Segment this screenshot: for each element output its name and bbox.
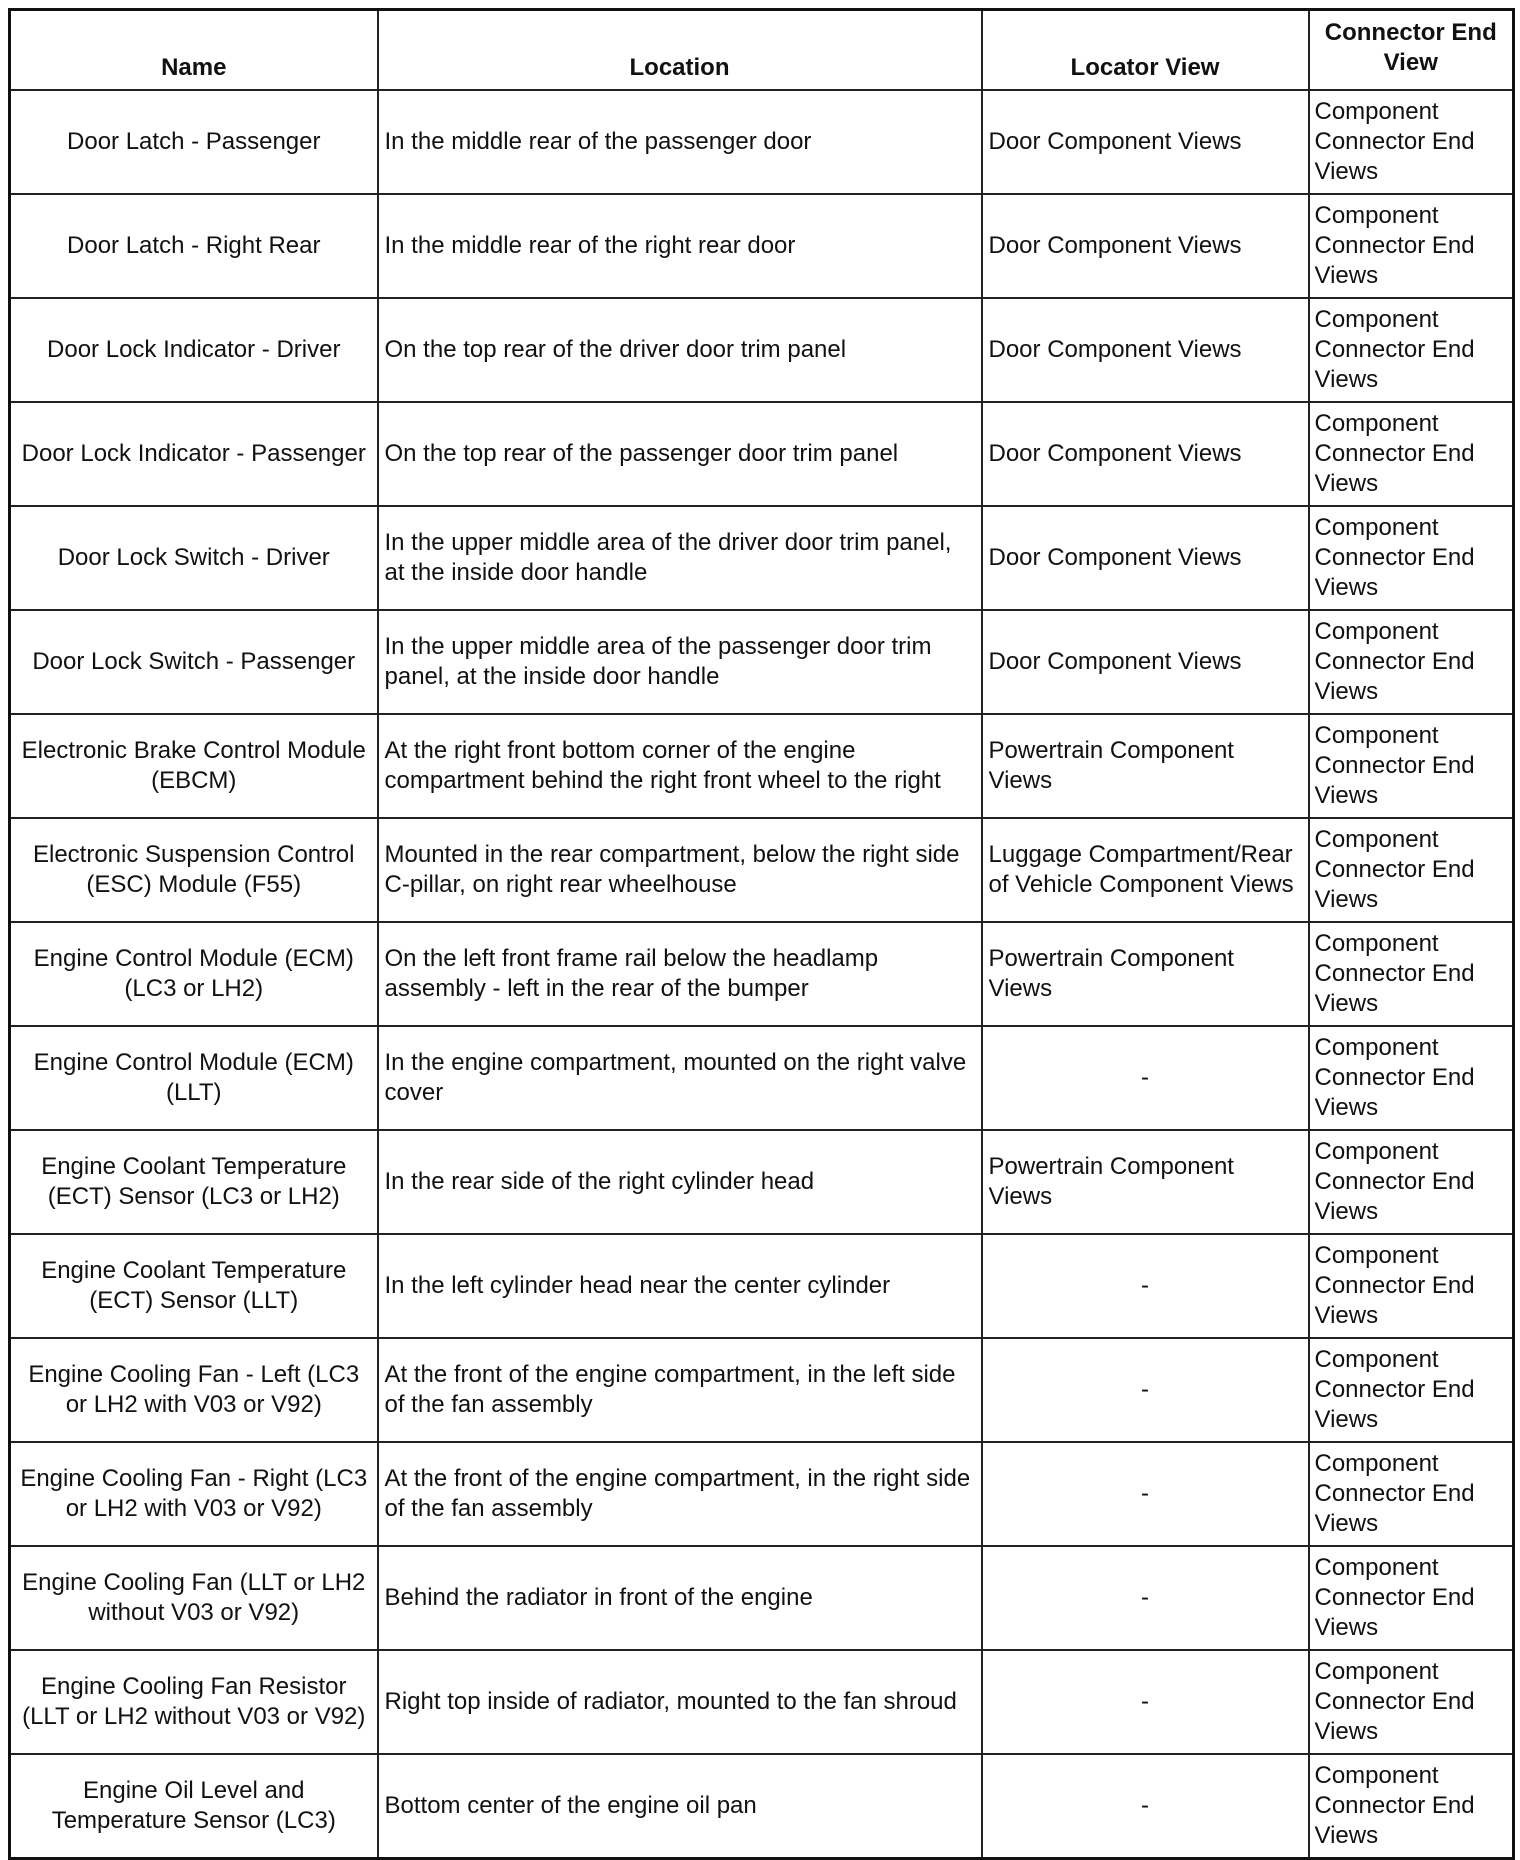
cell-connector-end-view: Component Connector End Views [1309, 1026, 1514, 1130]
cell-name: Door Latch - Right Rear [10, 194, 378, 298]
cell-location: Behind the radiator in front of the engine [378, 1546, 982, 1650]
cell-location: In the upper middle area of the passenger door trim panel, at the inside door handle [378, 610, 982, 714]
cell-connector-end-view: Component Connector End Views [1309, 90, 1514, 194]
table-row [10, 1650, 1514, 1754]
cell-locator-view: Powertrain Component Views [982, 922, 1309, 1026]
cell-location: In the middle rear of the right rear door [378, 194, 982, 298]
table-row [10, 818, 1514, 922]
table-row [10, 1754, 1514, 1859]
component-locator-table [8, 8, 1515, 1860]
cell-location: At the front of the engine compartment, in the right side of the fan assembly [378, 1442, 982, 1546]
table-row [10, 1338, 1514, 1442]
cell-location: On the left front frame rail below the headlamp assembly - left in the rear of the bumper [378, 922, 982, 1026]
cell-name: Engine Coolant Temperature (ECT) Sensor (LLT) [10, 1234, 378, 1338]
cell-name: Door Latch - Passenger [10, 90, 378, 194]
cell-connector-end-view: Component Connector End Views [1309, 506, 1514, 610]
cell-locator-view: - [982, 1026, 1309, 1130]
cell-location: In the middle rear of the passenger door [378, 90, 982, 194]
cell-locator-view: - [982, 1650, 1309, 1754]
cell-connector-end-view: Component Connector End Views [1309, 1234, 1514, 1338]
cell-name: Engine Coolant Temperature (ECT) Sensor (LC3 or LH2) [10, 1130, 378, 1234]
cell-connector-end-view: Component Connector End Views [1309, 194, 1514, 298]
cell-locator-view: Powertrain Component Views [982, 1130, 1309, 1234]
cell-connector-end-view: Component Connector End Views [1309, 1130, 1514, 1234]
cell-connector-end-view: Component Connector End Views [1309, 298, 1514, 402]
cell-connector-end-view: Component Connector End Views [1309, 1754, 1514, 1859]
header-connector-end-view: Connector End View [1309, 10, 1514, 91]
cell-name: Door Lock Indicator - Driver [10, 298, 378, 402]
cell-location: In the upper middle area of the driver door trim panel, at the inside door handle [378, 506, 982, 610]
cell-name: Engine Cooling Fan - Left (LC3 or LH2 with V03 or V92) [10, 1338, 378, 1442]
cell-connector-end-view: Component Connector End Views [1309, 922, 1514, 1026]
cell-connector-end-view: Component Connector End Views [1309, 1442, 1514, 1546]
cell-connector-end-view: Component Connector End Views [1309, 1650, 1514, 1754]
cell-location: On the top rear of the driver door trim panel [378, 298, 982, 402]
table-row [10, 714, 1514, 818]
header-locator-view: Locator View [982, 10, 1309, 91]
table-body [10, 90, 1514, 1859]
cell-connector-end-view: Component Connector End Views [1309, 714, 1514, 818]
cell-location: At the front of the engine compartment, in the left side of the fan assembly [378, 1338, 982, 1442]
table-row [10, 610, 1514, 714]
table-row [10, 1130, 1514, 1234]
cell-locator-view: Door Component Views [982, 90, 1309, 194]
cell-locator-view: Door Component Views [982, 298, 1309, 402]
table-row [10, 1026, 1514, 1130]
cell-name: Engine Cooling Fan Resistor (LLT or LH2 without V03 or V92) [10, 1650, 378, 1754]
cell-connector-end-view: Component Connector End Views [1309, 1546, 1514, 1650]
cell-location: Bottom center of the engine oil pan [378, 1754, 982, 1859]
cell-name: Door Lock Switch - Driver [10, 506, 378, 610]
cell-locator-view: Door Component Views [982, 194, 1309, 298]
cell-locator-view: Door Component Views [982, 506, 1309, 610]
table-row [10, 1234, 1514, 1338]
cell-location: On the top rear of the passenger door trim panel [378, 402, 982, 506]
table-row [10, 922, 1514, 1026]
table-header-row [10, 10, 1514, 91]
cell-name: Door Lock Switch - Passenger [10, 610, 378, 714]
cell-locator-view: - [982, 1754, 1309, 1859]
header-name: Name [10, 10, 378, 91]
cell-location: In the engine compartment, mounted on the right valve cover [378, 1026, 982, 1130]
cell-locator-view: - [982, 1234, 1309, 1338]
component-locator-table-container [8, 8, 1512, 1860]
cell-locator-view: Powertrain Component Views [982, 714, 1309, 818]
table-row [10, 402, 1514, 506]
cell-name: Electronic Brake Control Module (EBCM) [10, 714, 378, 818]
cell-location: Right top inside of radiator, mounted to the fan shroud [378, 1650, 982, 1754]
table-row [10, 506, 1514, 610]
cell-locator-view: Door Component Views [982, 610, 1309, 714]
cell-connector-end-view: Component Connector End Views [1309, 1338, 1514, 1442]
cell-name: Engine Control Module (ECM) (LC3 or LH2) [10, 922, 378, 1026]
cell-locator-view: Door Component Views [982, 402, 1309, 506]
cell-connector-end-view: Component Connector End Views [1309, 610, 1514, 714]
cell-locator-view: - [982, 1442, 1309, 1546]
cell-location: At the right front bottom corner of the engine compartment behind the right front wheel to the right [378, 714, 982, 818]
cell-locator-view: Luggage Compartment/Rear of Vehicle Component Views [982, 818, 1309, 922]
header-location: Location [378, 10, 982, 91]
cell-name: Engine Control Module (ECM) (LLT) [10, 1026, 378, 1130]
table-row [10, 1442, 1514, 1546]
cell-name: Engine Oil Level and Temperature Sensor (LC3) [10, 1754, 378, 1859]
cell-name: Electronic Suspension Control (ESC) Module (F55) [10, 818, 378, 922]
table-row [10, 194, 1514, 298]
table-row [10, 90, 1514, 194]
cell-locator-view: - [982, 1338, 1309, 1442]
cell-name: Engine Cooling Fan (LLT or LH2 without V03 or V92) [10, 1546, 378, 1650]
table-row [10, 1546, 1514, 1650]
cell-name: Door Lock Indicator - Passenger [10, 402, 378, 506]
cell-connector-end-view: Component Connector End Views [1309, 402, 1514, 506]
cell-location: In the rear side of the right cylinder head [378, 1130, 982, 1234]
cell-location: In the left cylinder head near the center cylinder [378, 1234, 982, 1338]
cell-connector-end-view: Component Connector End Views [1309, 818, 1514, 922]
cell-location: Mounted in the rear compartment, below the right side C-pillar, on right rear wheelhouse [378, 818, 982, 922]
table-row [10, 298, 1514, 402]
cell-locator-view: - [982, 1546, 1309, 1650]
cell-name: Engine Cooling Fan - Right (LC3 or LH2 with V03 or V92) [10, 1442, 378, 1546]
